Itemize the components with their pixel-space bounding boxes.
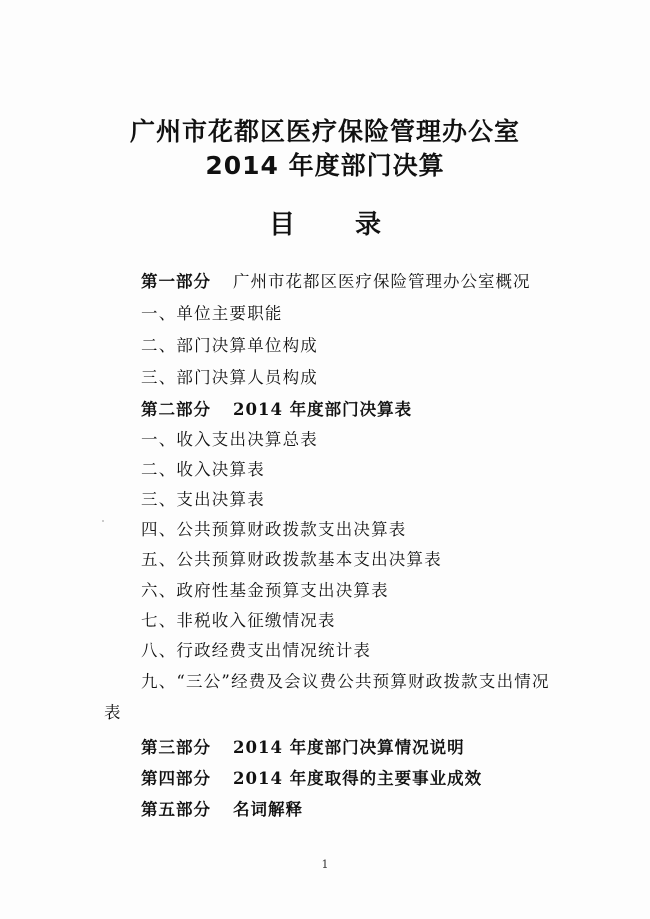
scan-speck (102, 520, 104, 522)
toc-part-title: 广州市花都区医疗保险管理办公室概况 (233, 272, 531, 291)
toc-item[interactable]: 二、收入决算表 (141, 460, 265, 479)
toc-part-title: 名词解释 (233, 800, 303, 819)
toc-part-1[interactable] (141, 268, 531, 292)
toc-item[interactable]: 九、“三公”经费及会议费公共预算财政拨款支出情况 (141, 672, 550, 691)
toc-part-label: 第三部分 (141, 738, 211, 757)
toc-part-label: 第一部分 (141, 272, 211, 291)
toc-item[interactable]: 三、部门决算人员构成 (141, 368, 318, 387)
toc-item[interactable]: 六、政府性基金预算支出决算表 (141, 581, 389, 600)
toc-part-3[interactable] (141, 734, 465, 758)
toc-heading-char-1: 目 (268, 210, 295, 240)
toc-item[interactable]: 五、公共预算财政拨款基本支出决算表 (141, 550, 442, 569)
toc-part-title: 2014 年度部门决算情况说明 (233, 738, 465, 757)
toc-item[interactable]: 八、行政经费支出情况统计表 (141, 641, 372, 660)
toc-item[interactable]: 三、支出决算表 (141, 490, 265, 509)
toc-part-label: 第五部分 (141, 800, 211, 819)
document-title-line-1: 广州市花都区医疗保险管理办公室 (129, 117, 520, 146)
toc-part-5[interactable] (141, 796, 303, 820)
toc-item-wrap[interactable]: 表 (104, 703, 122, 722)
toc-item[interactable]: 一、收入支出决算总表 (141, 430, 318, 449)
toc-item[interactable]: 七、非税收入征缴情况表 (141, 611, 336, 630)
toc-item[interactable]: 二、部门决算单位构成 (141, 336, 318, 355)
page-number: 1 (321, 858, 329, 871)
toc-part-2[interactable] (141, 396, 412, 420)
toc-heading-char-2: 录 (355, 210, 382, 240)
toc-part-label: 第二部分 (141, 400, 211, 419)
toc-part-label: 第四部分 (141, 769, 211, 788)
toc-part-4[interactable] (141, 765, 482, 789)
toc-part-title: 2014 年度取得的主要事业成效 (233, 769, 483, 788)
toc-heading (0, 204, 650, 241)
toc-part-title: 2014 年度部门决算表 (233, 400, 413, 419)
document-title-line-2: 2014 年度部门决算 (205, 151, 445, 180)
toc-item[interactable]: 四、公共预算财政拨款支出决算表 (141, 520, 407, 539)
toc-item[interactable]: 一、单位主要职能 (141, 304, 283, 323)
